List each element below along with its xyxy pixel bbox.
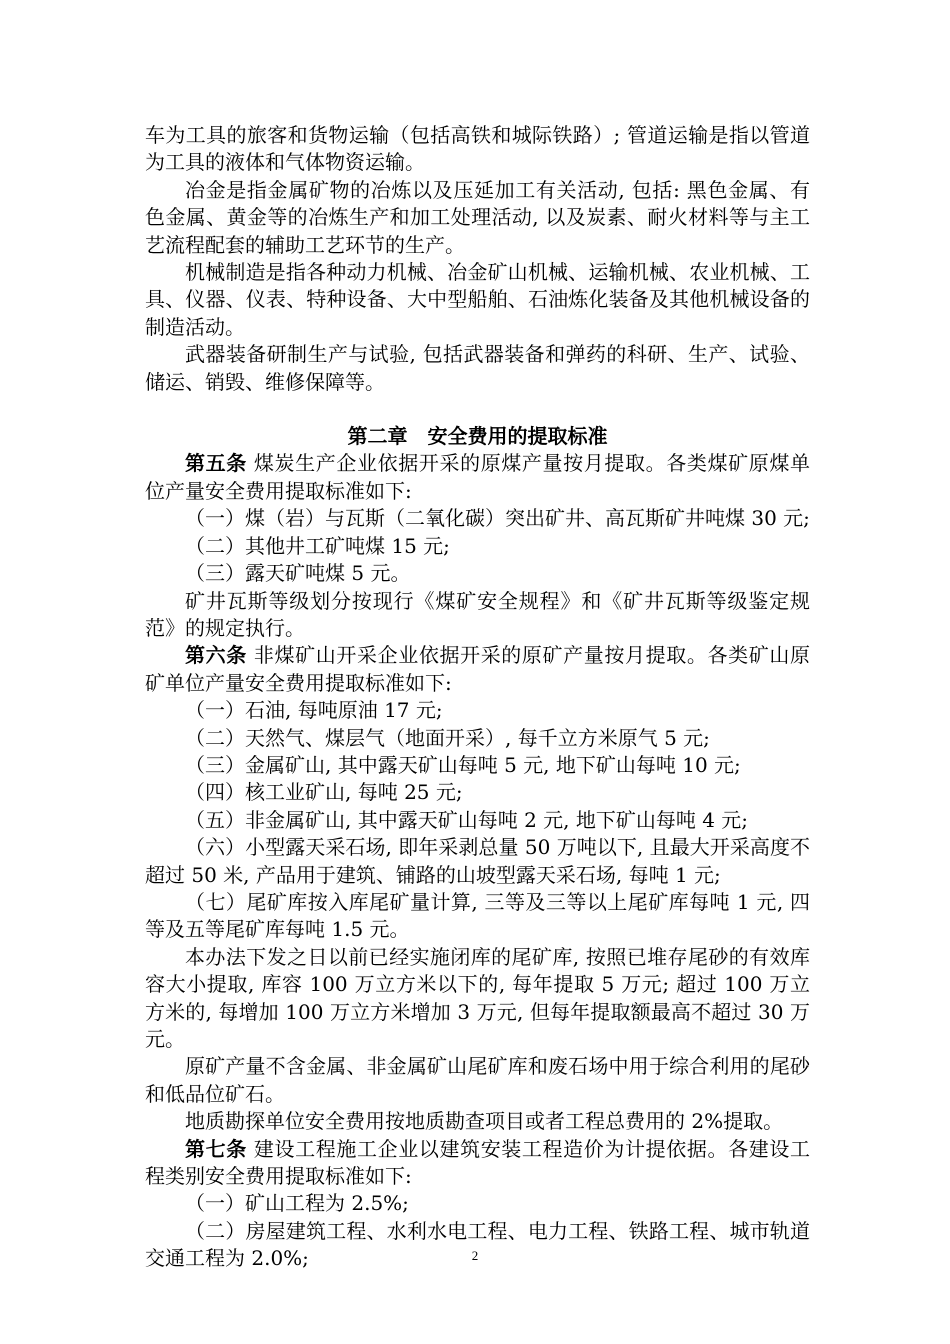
paragraph: 本办法下发之日以前已经实施闭库的尾矿库, 按照已堆存尾砂的有效库容大小提取, 库容 100 万立方米以下的, 每年提取 5 万元; 超过 100 万立方米的, 每增加 100 万立方米增加 3 万元, 但每年提取额最高不超过 30 万元。 [145, 944, 810, 1051]
list-item: （五）非金属矿山, 其中露天矿山每吨 2 元, 地下矿山每吨 4 元; [185, 807, 749, 832]
list-item: （三）金属矿山, 其中露天矿山每吨 5 元, 地下矿山每吨 10 元; [185, 752, 741, 777]
paragraph: 武器装备研制生产与试验, 包括武器装备和弹药的科研、生产、试验、储运、销毁、维修保障等。 [145, 342, 810, 394]
article-5 [145, 450, 810, 505]
article-label: 第七条 [185, 1136, 247, 1161]
paragraph: 地质勘探单位安全费用按地质勘查项目或者工程总费用的 2%提取。 [185, 1109, 784, 1134]
list-item: （一）矿山工程为 2.5%; [185, 1191, 409, 1216]
page-number: 2 [471, 1248, 479, 1263]
article-text: 建设工程施工企业以建筑安装工程造价为计提依据。各建设工程类别安全费用提取标准如下: [145, 1136, 811, 1189]
article-text: 非煤矿山开采企业依据开采的原矿产量按月提取。各类矿山原矿单位产量安全费用提取标准如下: [145, 643, 811, 695]
paragraph: 矿井瓦斯等级划分按现行《煤矿安全规程》和《矿井瓦斯等级鉴定规范》的规定执行。 [145, 588, 810, 640]
list-item: （六）小型露天采石场, 即年采剥总量 50 万吨以下, 且最大开采高度不超过 50 米, 产品用于建筑、铺路的山坡型露天采石场, 每吨 1 元; [145, 835, 810, 887]
paragraph: 机械制造是指各种动力机械、冶金矿山机械、运输机械、农业机械、工具、仪器、仪表、特种设备、大中型船舶、石油炼化装备及其他机械设备的制造活动。 [145, 260, 810, 339]
list-item: （四）核工业矿山, 每吨 25 元; [185, 780, 463, 805]
list-item: （二）天然气、煤层气（地面开采）, 每千立方米原气 5 元; [185, 725, 710, 750]
list-item: （二）房屋建筑工程、水利水电工程、电力工程、铁路工程、城市轨道交通工程为 2.0%; [145, 1218, 810, 1271]
article-label: 第五条 [185, 451, 247, 476]
article-6 [145, 642, 810, 697]
paragraph: 原矿产量不含金属、非金属矿山尾矿库和废石场中用于综合利用的尾砂和低品位矿石。 [145, 1054, 810, 1106]
list-item: （一）石油, 每吨原油 17 元; [185, 698, 443, 723]
article-text: 煤炭生产企业依据开采的原煤产量按月提取。各类煤矿原煤单位产量安全费用提取标准如下: [145, 451, 811, 503]
list-item: （三）露天矿吨煤 5 元。 [185, 561, 411, 586]
paragraph: 车为工具的旅客和货物运输（包括高铁和城际铁路）; 管道运输是指以管道为工具的液体和气体物资运输。 [145, 123, 810, 175]
article-label: 第六条 [185, 643, 247, 668]
article-7 [145, 1136, 810, 1191]
paragraph: 冶金是指金属矿物的冶炼以及压延加工有关活动, 包括: 黑色金属、有色金属、黄金等的冶炼生产和加工处理活动, 以及炭素、耐火材料等与主工艺流程配套的辅助工艺环节的生产。 [145, 177, 810, 257]
document-body [145, 122, 810, 1273]
list-item: （一）煤（岩）与瓦斯（二氧化碳）突出矿井、高瓦斯矿井吨煤 30 元; [185, 506, 810, 531]
list-item: （七）尾矿库按入库尾矿量计算, 三等及三等以上尾矿库每吨 1 元, 四等及五等尾矿库每吨 1.5 元。 [145, 889, 810, 942]
chapter-title: 第二章 安全费用的提取标准 [347, 424, 608, 449]
list-item: （二）其他井工矿吨煤 15 元; [185, 533, 450, 558]
